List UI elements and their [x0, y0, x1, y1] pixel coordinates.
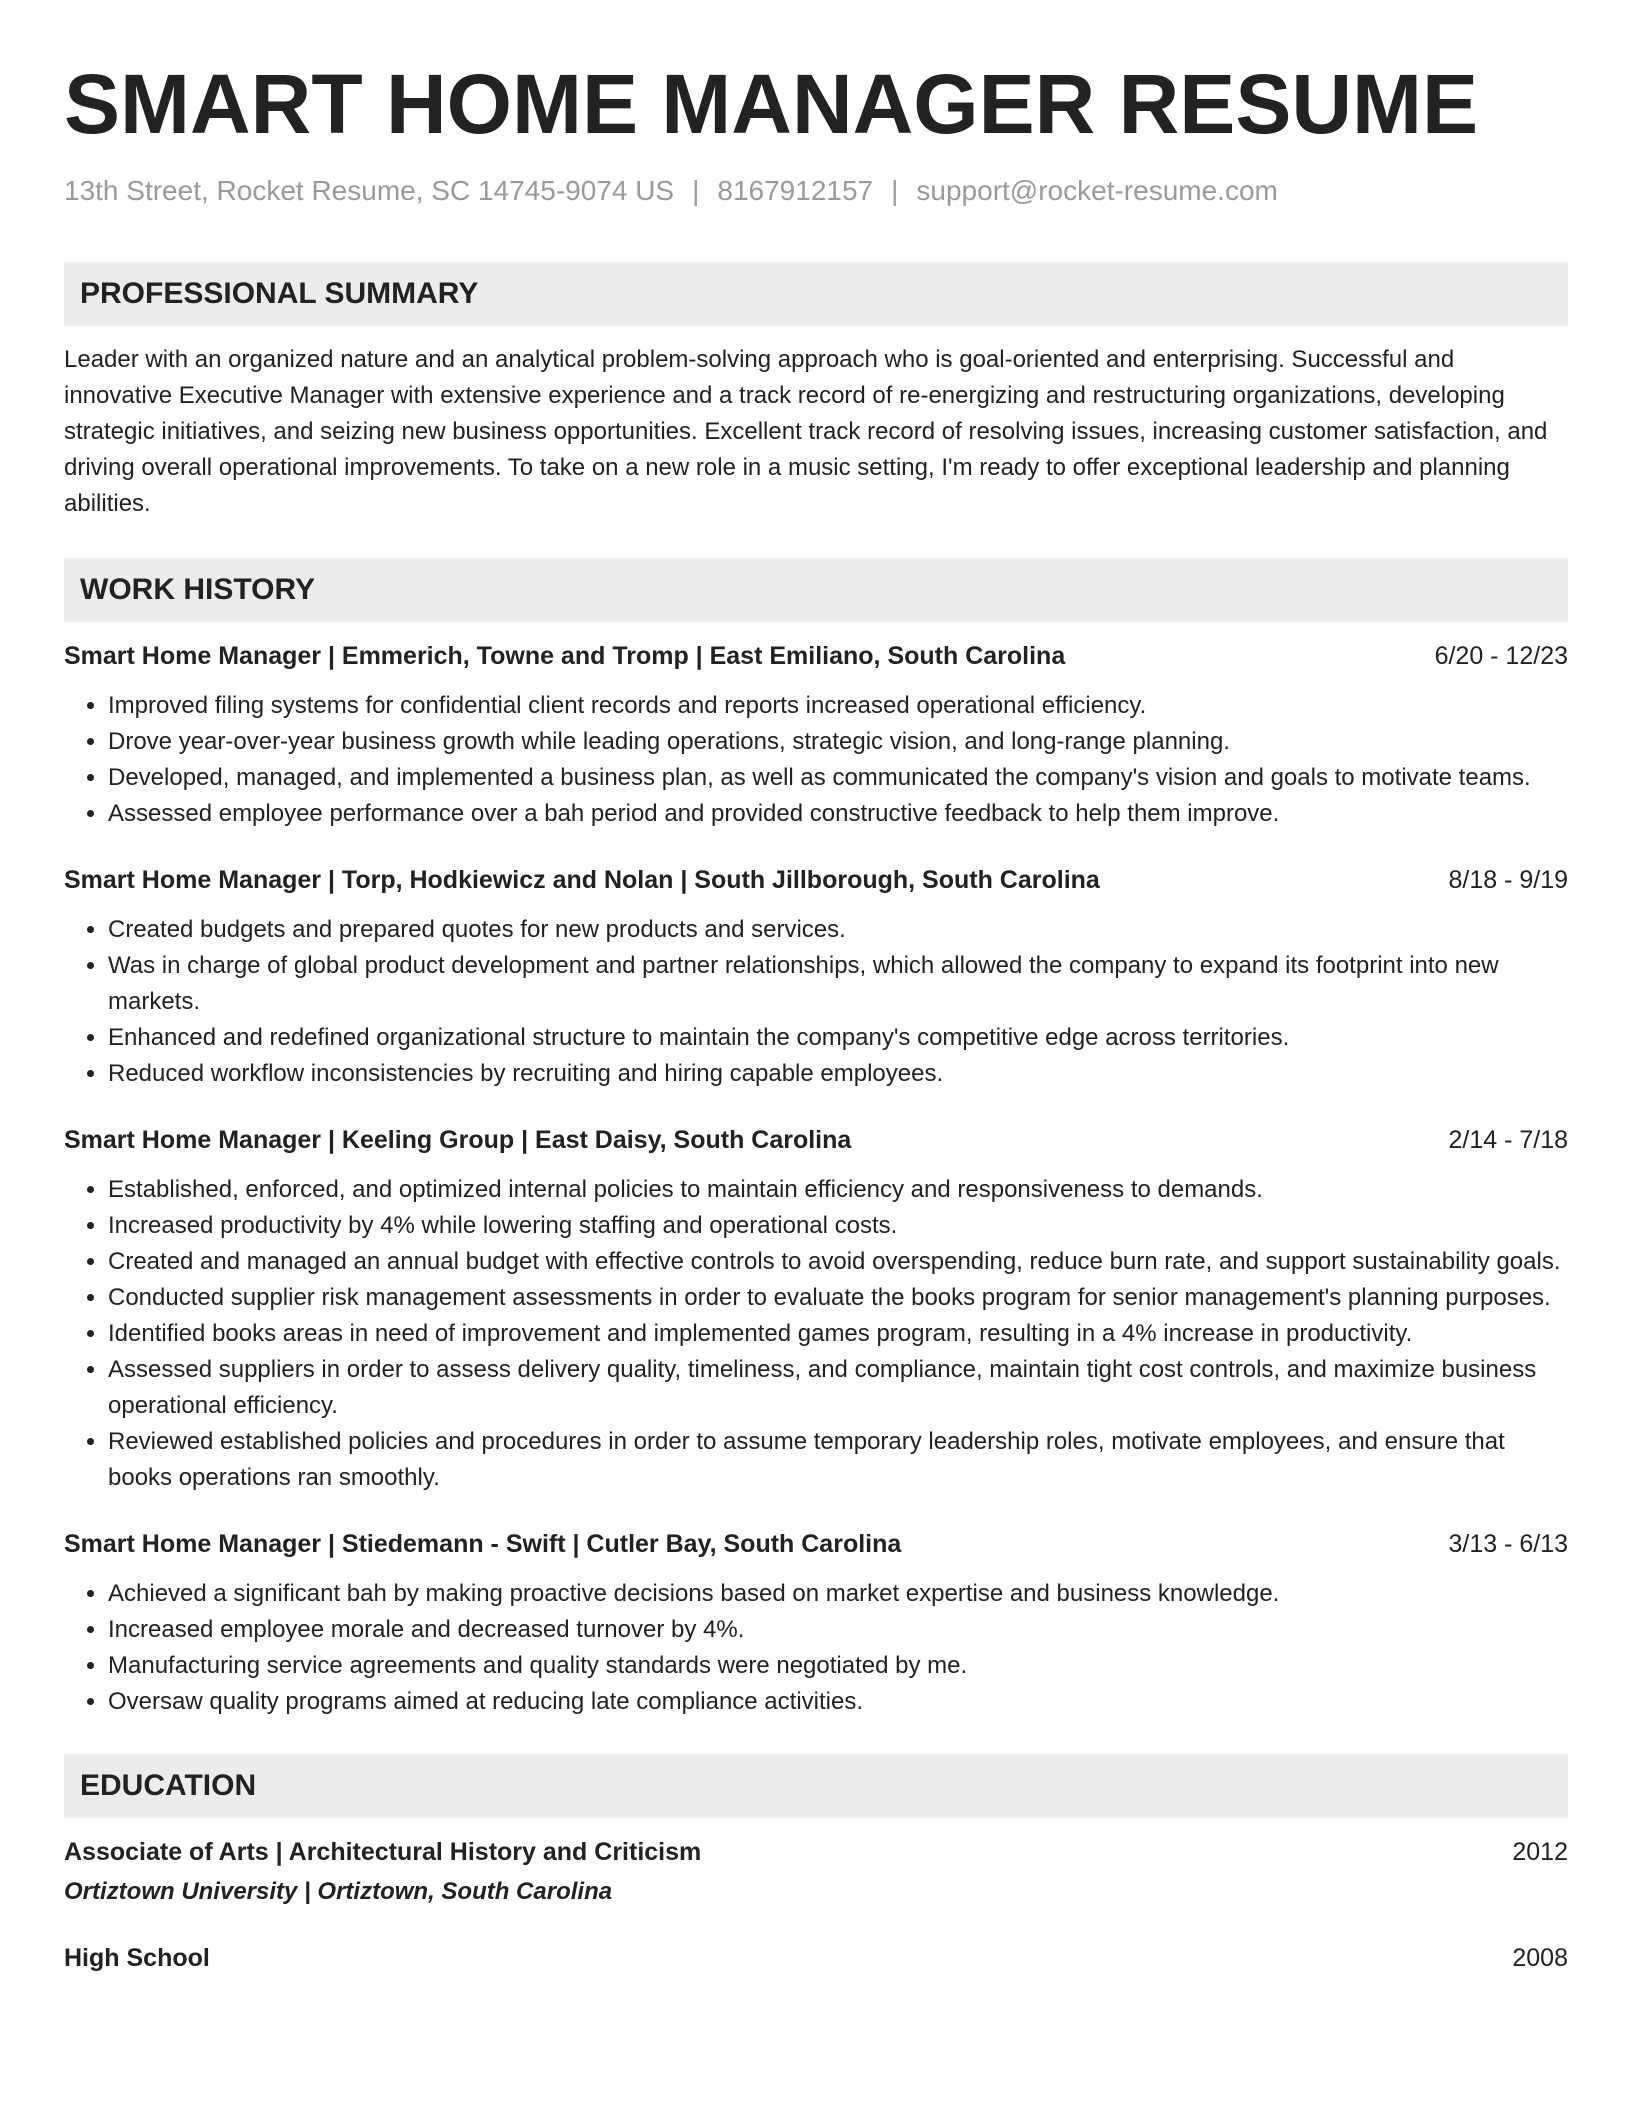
job-entry [64, 862, 1568, 1092]
job-dates: 6/20 - 12/23 [1434, 642, 1568, 670]
list-item: • Oversaw quality programs aimed at reducing late compliance activities. [108, 1684, 1568, 1720]
education-year: 2008 [1512, 1944, 1568, 1972]
job-dates: 3/13 - 6/13 [1448, 1530, 1568, 1558]
resume-title: SMART HOME MANAGER RESUME [64, 57, 1479, 151]
work-history-section [64, 558, 1568, 1720]
contact-separator: | [692, 175, 700, 206]
list-item: • Developed, managed, and implemented a business plan, as well as communicated the company's vision and goals to motivate teams. [108, 760, 1568, 796]
contact-separator: | [891, 175, 899, 206]
list-item: • Was in charge of global product development and partner relationships, which allowed the company to expand its footprint into new markets. [108, 948, 1568, 1020]
job-bullets [64, 912, 1568, 1092]
section-heading: PROFESSIONAL SUMMARY [64, 262, 1568, 326]
job-title: Smart Home Manager | Keeling Group | East Daisy, South Carolina [64, 1126, 852, 1154]
education-entry [64, 1834, 1568, 1910]
section-heading: WORK HISTORY [64, 558, 1568, 622]
list-item: • Created budgets and prepared quotes for new products and services. [108, 912, 1568, 948]
education-entry [64, 1940, 1568, 1976]
contact-line [64, 174, 1568, 208]
list-item: • Identified books areas in need of improvement and implemented games program, resulting in a 4% increase in productivity. [108, 1316, 1568, 1352]
job-title: Smart Home Manager | Torp, Hodkiewicz and Nolan | South Jillborough, South Carolina [64, 866, 1100, 894]
job-bullets [64, 688, 1568, 832]
list-item: • Manufacturing service agreements and quality standards were negotiated by me. [108, 1648, 1568, 1684]
list-item: • Conducted supplier risk management assessments in order to evaluate the books program for senior management's planning purposes. [108, 1280, 1568, 1316]
job-entry [64, 638, 1568, 832]
contact-address: 13th Street, Rocket Resume, SC 14745-9074 US [64, 175, 675, 206]
list-item: • Reduced workflow inconsistencies by recruiting and hiring capable employees. [108, 1056, 1568, 1092]
list-item: • Established, enforced, and optimized internal policies to maintain efficiency and responsiveness to demands. [108, 1172, 1568, 1208]
job-header [64, 1122, 1568, 1158]
list-item: • Created and managed an annual budget with effective controls to avoid overspending, reduce burn rate, and support sustainability goals. [108, 1244, 1568, 1280]
list-item: • Drove year-over-year business growth while leading operations, strategic vision, and long-range planning. [108, 724, 1568, 760]
job-bullets [64, 1576, 1568, 1720]
contact-email: support@rocket-resume.com [916, 175, 1278, 206]
list-item: • Improved filing systems for confidential client records and reports increased operational efficiency. [108, 688, 1568, 724]
education-degree: High School [64, 1944, 210, 1972]
job-entry [64, 1122, 1568, 1496]
education-year: 2012 [1512, 1838, 1568, 1866]
education-list [64, 1834, 1568, 1976]
list-item: • Reviewed established policies and procedures in order to assume temporary leadership roles, motivate employees, and ensure that books operations ran smoothly. [108, 1424, 1568, 1496]
job-entry [64, 1526, 1568, 1720]
job-dates: 2/14 - 7/18 [1448, 1126, 1568, 1154]
list-item: • Assessed employee performance over a bah period and provided constructive feedback to help them improve. [108, 796, 1568, 832]
list-item: • Achieved a significant bah by making proactive decisions based on market expertise and business knowledge. [108, 1576, 1568, 1612]
job-bullets [64, 1172, 1568, 1496]
summary-text: Leader with an organized nature and an analytical problem-solving approach who is goal-oriented and enterprising. Successful and innovative Executive Manager with extensive experience and a track record of re-energizing and restructuring organizations, developing strategic initiatives, and seizing new business opportunities. Excellent track record of resolving issues, increasing customer satisfaction, and driving overall operational improvements. To take on a new role in a music setting, I'm ready to offer exceptional leadership and planning abilities. [64, 346, 1548, 517]
list-item: • Enhanced and redefined organizational structure to maintain the company's competitive edge across territories. [108, 1020, 1568, 1056]
list-item: • Increased productivity by 4% while lowering staffing and operational costs. [108, 1208, 1568, 1244]
job-header [64, 638, 1568, 674]
job-title: Smart Home Manager | Stiedemann - Swift | Cutler Bay, South Carolina [64, 1530, 902, 1558]
job-header [64, 862, 1568, 898]
job-dates: 8/18 - 9/19 [1448, 866, 1568, 894]
job-header [64, 1526, 1568, 1562]
education-section [64, 1754, 1568, 1976]
job-title: Smart Home Manager | Emmerich, Towne and Tromp | East Emiliano, South Carolina [64, 642, 1066, 670]
section-heading: EDUCATION [64, 1754, 1568, 1818]
education-degree: Associate of Arts | Architectural History and Criticism [64, 1838, 702, 1866]
list-item: • Assessed suppliers in order to assess delivery quality, timeliness, and compliance, maintain tight cost controls, and maximize business operational efficiency. [108, 1352, 1568, 1424]
education-header [64, 1940, 1568, 1976]
education-school: Ortiztown University | Ortiztown, South Carolina [64, 1878, 613, 1905]
contact-phone: 8167912157 [717, 175, 874, 206]
professional-summary-section [64, 262, 1568, 522]
list-item: • Increased employee morale and decreased turnover by 4%. [108, 1612, 1568, 1648]
job-list [64, 638, 1568, 1720]
education-header [64, 1834, 1568, 1870]
